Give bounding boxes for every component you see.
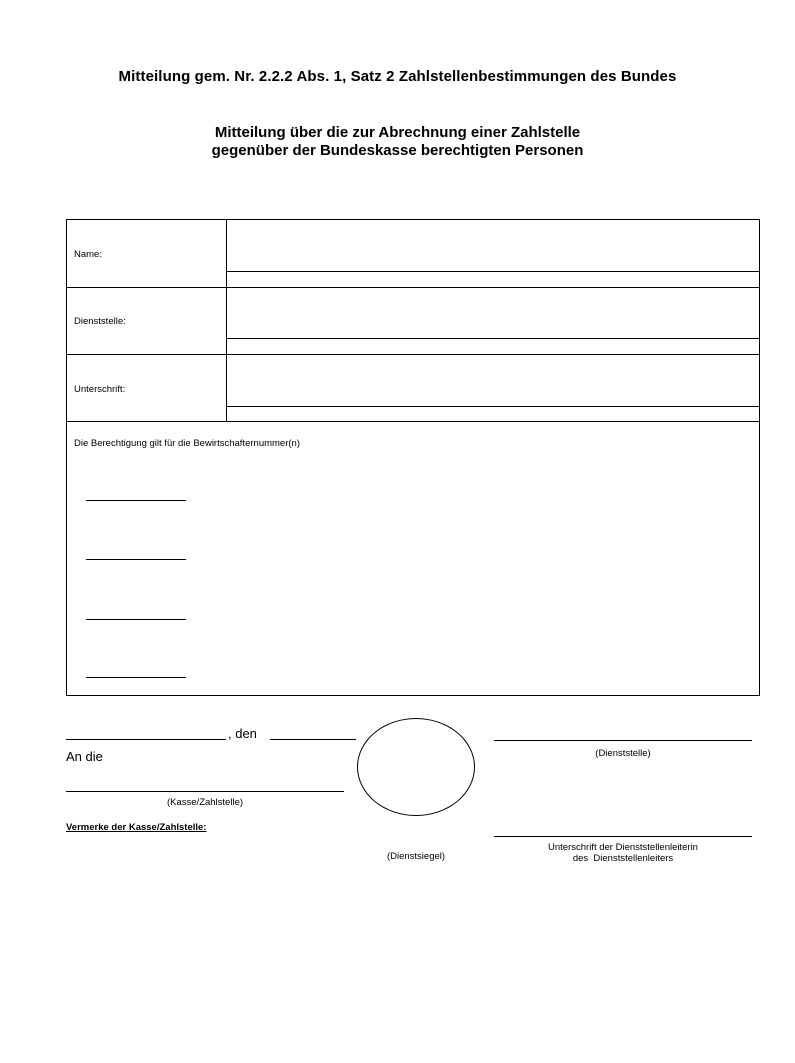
bewirtschafternummer-line [86, 677, 186, 678]
row-divider [67, 421, 759, 422]
dienststelle-label: Dienststelle: [74, 316, 126, 327]
bewirtschafternummer-line [86, 500, 186, 501]
unterschrift-line[interactable] [494, 836, 752, 837]
row-divider [67, 287, 759, 288]
dienstsiegel-circle [357, 718, 475, 816]
kasse-label: (Kasse/Zahlstelle) [166, 797, 244, 808]
column-divider [226, 220, 227, 422]
name-label: Name: [74, 249, 102, 260]
unterschrift-leitung-label [494, 842, 752, 864]
page-title: Mitteilung gem. Nr. 2.2.2 Abs. 1, Satz 2 Zahlstellenbestimmungen des Bundes [118, 68, 677, 85]
bewirtschafternummer-field-4[interactable] [86, 661, 186, 677]
unterschrift-line2-text: des Dienststellenleiters [572, 853, 674, 864]
kasse-line[interactable] [66, 791, 344, 792]
bewirtschafternummer-field-2[interactable] [86, 543, 186, 559]
ort-line[interactable] [66, 739, 226, 740]
berechtigung-label: Die Berechtigung gilt für die Bewirtschafternummer(n) [74, 438, 300, 449]
bewirtschafternummer-field-1[interactable] [86, 484, 186, 500]
bewirtschafternummer-field-3[interactable] [86, 603, 186, 619]
vermerke-label: Vermerke der Kasse/Zahlstelle: [66, 822, 207, 833]
den-label: , den [228, 726, 257, 741]
subtitle-line-1: Mitteilung über die zur Abrechnung einer Zahlstelle [214, 124, 581, 141]
dienststelle-field[interactable] [228, 289, 758, 337]
name-field[interactable] [228, 222, 758, 270]
row-subdivider [226, 338, 759, 339]
an-die-label: An die [66, 749, 103, 764]
bewirtschafternummer-line [86, 559, 186, 560]
bewirtschafternummer-line [86, 619, 186, 620]
dienststelle-footer-label: (Dienststelle) [595, 748, 651, 759]
row-divider [67, 354, 759, 355]
row-subdivider [226, 271, 759, 272]
unterschrift-field[interactable] [228, 356, 758, 404]
unterschrift-line1-text: Unterschrift der Dienststellenleiterin [548, 842, 698, 853]
datum-line[interactable] [270, 739, 356, 740]
row-subdivider [226, 406, 759, 407]
unterschrift-label: Unterschrift: [74, 384, 126, 395]
form-table [66, 219, 760, 696]
subtitle-line-2: gegenüber der Bundeskasse berechtigten Personen [211, 142, 584, 159]
dienstsiegel-label: (Dienstsiegel) [386, 851, 446, 862]
dienststelle-line[interactable] [494, 740, 752, 741]
